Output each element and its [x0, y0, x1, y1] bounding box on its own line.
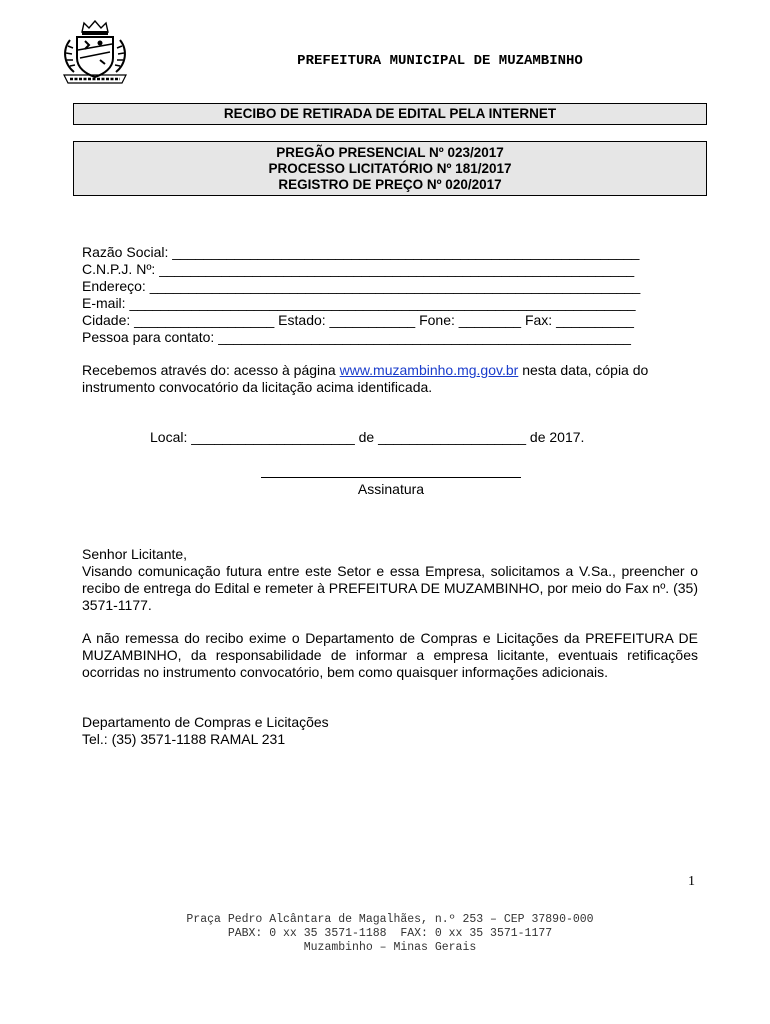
cidade-estado-fone-fax-field[interactable]: Cidade: __________________ Estado: ___________ Fone: ________ Fax: __________	[82, 312, 634, 328]
process-info-box	[73, 141, 707, 196]
page-title: PREFEITURA MUNICIPAL DE MUZAMBINHO	[297, 53, 583, 69]
page-number: 1	[688, 874, 695, 889]
footer-city: Muzambinho – Minas Gerais	[303, 941, 477, 954]
signature-label: Assinatura	[357, 481, 425, 497]
endereco-field[interactable]: Endereço: _______________________________________________________________	[82, 278, 641, 294]
letter-paragraph-1: Visando comunicação futura entre este Setor e essa Empresa, solicitamos a V.Sa., preencher o recibo de entrega do Edital e remeter à PREFEITURA DE MUZAMBINHO, por meio do Fax nº. (35) 3571-1177.	[82, 563, 698, 613]
receipt-notice	[82, 362, 698, 396]
cnpj-field[interactable]: C.N.P.J. Nº: _____________________________________________________________	[82, 261, 635, 277]
receipt-title-box: RECIBO DE RETIRADA DE EDITAL PELA INTERNET	[73, 103, 707, 125]
contact-person-field[interactable]: Pessoa para contato: _____________________________________________________	[82, 329, 631, 345]
process-line-processo: PROCESSO LICITATÓRIO Nº 181/2017	[268, 161, 512, 176]
signature-line	[261, 477, 521, 478]
razao-social-field[interactable]: Razão Social: ____________________________________________________________	[82, 244, 640, 260]
letter-paragraph-2: A não remessa do recibo exime o Departamento de Compras e Licitações da PREFEITURA DE MUZAMBINHO, da responsabilidade de informar a empresa licitante, eventuais retificações ocorridas no instrumento convocatório, bem como quaisquer informações adicionais.	[82, 630, 698, 680]
email-field[interactable]: E-mail: _________________________________________________________________	[82, 295, 636, 311]
website-link[interactable]: www.muzambinho.mg.gov.br	[339, 362, 519, 378]
municipal-crest-icon	[60, 20, 130, 86]
notice-text-after: nesta data, cópia do instrumento convocatório da licitação acima identificada.	[82, 362, 649, 395]
department-phone: Tel.: (35) 3571-1188 RAMAL 231	[82, 731, 286, 747]
footer-phones: PABX: 0 xx 35 3571-1188 FAX: 0 xx 35 3571-1177	[227, 927, 553, 940]
process-line-registro: REGISTRO DE PREÇO Nº 020/2017	[278, 177, 502, 192]
department-name: Departamento de Compras e Licitações	[82, 714, 329, 730]
page-footer	[85, 913, 695, 955]
footer-address: Praça Pedro Alcântara de Magalhães, n.º 253 – CEP 37890-000	[186, 913, 594, 926]
process-line-pregao: PREGÃO PRESENCIAL Nº 023/2017	[276, 145, 504, 160]
local-date-line[interactable]: Local: _____________________ de ___________________ de 2017.	[150, 429, 585, 445]
notice-text-before: Recebemos através do: acesso à página	[82, 362, 340, 378]
letter-greeting: Senhor Licitante,	[82, 546, 188, 562]
